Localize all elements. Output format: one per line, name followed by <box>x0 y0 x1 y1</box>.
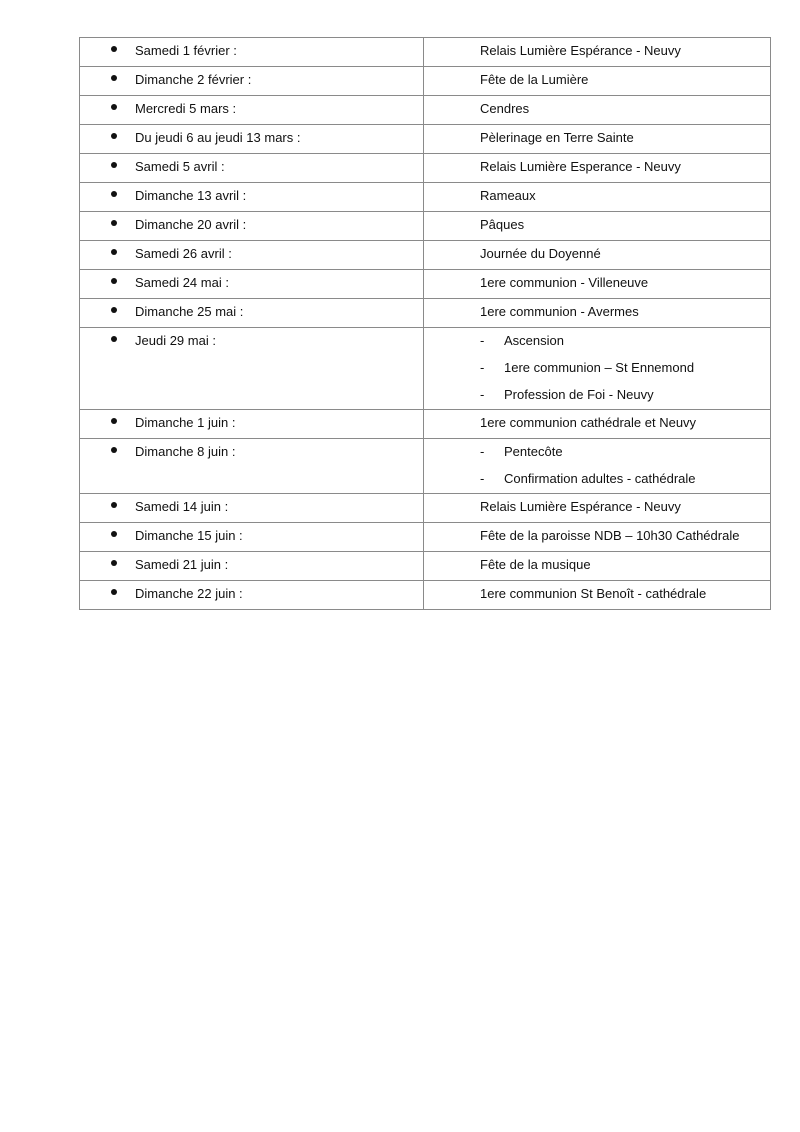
bullet-icon <box>111 162 117 168</box>
date-cell <box>80 410 424 439</box>
date-label: Samedi 1 février : <box>135 43 237 58</box>
event-label: Cendres <box>480 101 530 116</box>
dash-icon: - <box>480 471 485 486</box>
event-label: Fête de la paroisse NDB – 10h30 Cathédrale <box>480 528 740 543</box>
event-label: Relais Lumière Espérance - Neuvy <box>480 43 681 58</box>
table-row <box>80 439 771 494</box>
dash-icon: - <box>480 387 485 402</box>
date-cell <box>80 328 424 410</box>
table-row <box>80 154 771 183</box>
table-row <box>80 38 771 67</box>
event-label: Relais Lumière Esperance - Neuvy <box>480 159 681 174</box>
event-cell <box>424 241 771 270</box>
event-label: 1ere communion - Avermes <box>480 304 639 319</box>
table-row <box>80 494 771 523</box>
table-row <box>80 581 771 610</box>
bullet-icon <box>111 447 117 453</box>
bullet-icon <box>111 531 117 537</box>
date-cell <box>80 494 424 523</box>
event-cell <box>424 38 771 67</box>
dash-icon: - <box>480 360 485 375</box>
date-label: Dimanche 2 février : <box>135 72 252 87</box>
date-cell <box>80 552 424 581</box>
list-item <box>480 359 770 377</box>
date-label: Dimanche 15 juin : <box>135 528 243 543</box>
event-cell <box>424 439 771 494</box>
date-label: Jeudi 29 mai : <box>135 333 216 348</box>
list-item <box>480 386 770 404</box>
bullet-icon <box>111 307 117 313</box>
event-label: 1ere communion – St Ennemond <box>504 360 695 375</box>
event-label: Fête de la musique <box>480 557 591 572</box>
table-row <box>80 299 771 328</box>
event-cell <box>424 183 771 212</box>
dash-icon: - <box>480 444 485 459</box>
event-label: 1ere communion - Villeneuve <box>480 275 649 290</box>
table-row <box>80 241 771 270</box>
date-label: Mercredi 5 mars : <box>135 101 237 116</box>
event-cell <box>424 328 771 410</box>
date-label: Samedi 5 avril : <box>135 159 225 174</box>
table-row <box>80 270 771 299</box>
date-cell <box>80 581 424 610</box>
event-cell <box>424 552 771 581</box>
event-label: Fête de la Lumière <box>480 72 589 87</box>
date-cell <box>80 299 424 328</box>
date-cell <box>80 154 424 183</box>
event-label: Ascension <box>504 333 564 348</box>
event-cell <box>424 212 771 241</box>
event-cell <box>424 299 771 328</box>
event-label: Rameaux <box>480 188 536 203</box>
event-label: Relais Lumière Espérance - Neuvy <box>480 499 681 514</box>
list-item <box>480 332 770 350</box>
event-cell <box>424 154 771 183</box>
date-cell <box>80 125 424 154</box>
event-sub-list <box>424 328 770 404</box>
date-label: Du jeudi 6 au jeudi 13 mars : <box>135 130 301 145</box>
list-item <box>480 443 770 461</box>
event-cell <box>424 523 771 552</box>
date-label: Dimanche 8 juin : <box>135 444 236 459</box>
date-label: Dimanche 25 mai : <box>135 304 244 319</box>
date-label: Dimanche 22 juin : <box>135 586 243 601</box>
bullet-icon <box>111 191 117 197</box>
event-label: 1ere communion St Benoît - cathédrale <box>480 586 707 601</box>
event-cell <box>424 581 771 610</box>
event-label: Profession de Foi - Neuvy <box>504 387 654 402</box>
date-cell <box>80 183 424 212</box>
date-cell <box>80 270 424 299</box>
bullet-icon <box>111 418 117 424</box>
date-cell <box>80 212 424 241</box>
table-row <box>80 328 771 410</box>
event-label: Journée du Doyenné <box>480 246 601 261</box>
date-cell <box>80 96 424 125</box>
bullet-icon <box>111 278 117 284</box>
date-label: Dimanche 1 juin : <box>135 415 236 430</box>
date-cell <box>80 38 424 67</box>
date-label: Samedi 14 juin : <box>135 499 229 514</box>
event-cell <box>424 67 771 96</box>
event-cell <box>424 125 771 154</box>
bullet-icon <box>111 249 117 255</box>
table-row <box>80 67 771 96</box>
bullet-icon <box>111 336 117 342</box>
table-row <box>80 523 771 552</box>
table-row <box>80 552 771 581</box>
date-cell <box>80 523 424 552</box>
table-row <box>80 125 771 154</box>
date-cell <box>80 67 424 96</box>
bullet-icon <box>111 220 117 226</box>
date-label: Dimanche 13 avril : <box>135 188 247 203</box>
bullet-icon <box>111 104 117 110</box>
table-row <box>80 183 771 212</box>
event-cell <box>424 494 771 523</box>
table-row <box>80 212 771 241</box>
event-label: 1ere communion cathédrale et Neuvy <box>480 415 697 430</box>
bullet-icon <box>111 502 117 508</box>
date-label: Samedi 24 mai : <box>135 275 229 290</box>
date-cell <box>80 439 424 494</box>
date-cell <box>80 241 424 270</box>
table-row <box>80 96 771 125</box>
schedule-table <box>79 37 771 610</box>
dash-icon: - <box>480 333 485 348</box>
event-label: Pentecôte <box>504 444 563 459</box>
bullet-icon <box>111 560 117 566</box>
table-row <box>80 410 771 439</box>
event-label: Pâques <box>480 217 525 232</box>
bullet-icon <box>111 75 117 81</box>
date-label: Samedi 26 avril : <box>135 246 232 261</box>
date-label: Samedi 21 juin : <box>135 557 229 572</box>
event-sub-list <box>424 439 770 488</box>
event-cell <box>424 410 771 439</box>
list-item <box>480 470 770 488</box>
event-label: Pèlerinage en Terre Sainte <box>480 130 634 145</box>
event-label: Confirmation adultes - cathédrale <box>504 471 696 486</box>
event-cell <box>424 270 771 299</box>
bullet-icon <box>111 589 117 595</box>
bullet-icon <box>111 46 117 52</box>
date-label: Dimanche 20 avril : <box>135 217 247 232</box>
bullet-icon <box>111 133 117 139</box>
event-cell <box>424 96 771 125</box>
